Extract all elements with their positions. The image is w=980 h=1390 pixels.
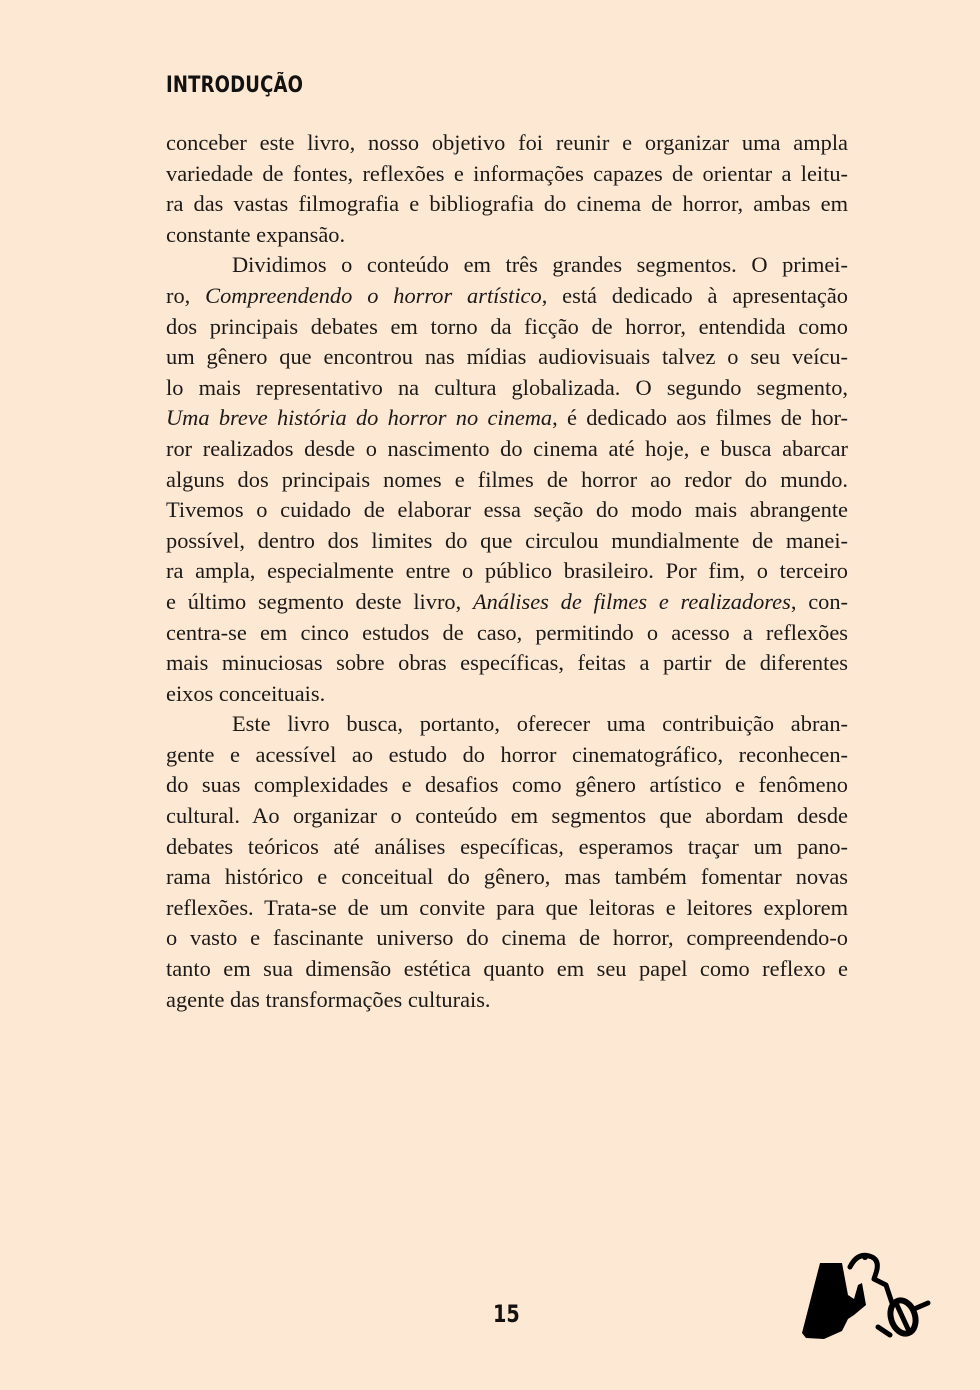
- italic-title: Compreendendo o horror artístico: [205, 282, 542, 308]
- text-line: debates teóricos até análises específicas, esperamos traçar um pano-: [166, 833, 848, 859]
- italic-title: Uma breve história do horror no cinema: [166, 405, 553, 431]
- publisher-logo-icon: [792, 1245, 937, 1345]
- text-line: eixos conceituais.: [166, 680, 326, 706]
- text-line: possível, dentro dos limites do que circulou mundialmente de manei-: [166, 527, 848, 553]
- text-line: ro, Compreendendo o horror artístico, está dedicado à apresentação: [166, 282, 848, 308]
- text-line: agente das transformações culturais.: [166, 986, 491, 1012]
- text-line: Uma breve história do horror no cinema, é dedicado aos filmes de hor-: [166, 405, 848, 431]
- text-line: Tivemos o cuidado de elaborar essa seção do modo mais abrangente: [166, 497, 848, 523]
- body-text: [166, 128, 848, 1015]
- text-line: conceber este livro, nosso objetivo foi reunir e organizar uma ampla: [166, 130, 848, 155]
- text-line: Este livro busca, portanto, oferecer uma contribuição abran-: [232, 711, 848, 737]
- text-line: centra-se em cinco estudos de caso, permitindo o acesso a reflexões: [166, 619, 848, 645]
- text-line: ror realizados desde o nascimento do cinema até hoje, e busca abarcar: [166, 435, 848, 461]
- text-line: do suas complexidades e desafios como gênero artístico e fenômeno: [166, 772, 848, 798]
- text-line: alguns dos principais nomes e filmes de horror ao redor do mundo.: [166, 466, 848, 492]
- italic-title: Análises de filmes e realizadores: [473, 588, 791, 614]
- text-line: rama histórico e conceitual do gênero, mas também fomentar novas: [166, 864, 848, 890]
- text-line: cultural. Ao organizar o conteúdo em segmentos que abordam desde: [166, 803, 848, 829]
- text-line: gente e acessível ao estudo do horror cinematográfico, reconhecen-: [166, 741, 848, 767]
- text-line: o vasto e fascinante universo do cinema de horror, compreendendo-o: [166, 925, 848, 951]
- text-line: e último segmento deste livro, Análises de filmes e realizadores, con-: [166, 588, 848, 614]
- text-line: ra ampla, especialmente entre o público brasileiro. Por fim, o terceiro: [166, 558, 848, 584]
- text-line: constante expansão.: [166, 221, 346, 247]
- text-line: mais minuciosas sobre obras específicas, feitas a partir de diferentes: [166, 650, 848, 676]
- text-line: tanto em sua dimensão estética quanto em seu papel como reflexo e: [166, 956, 848, 982]
- text-line: dos principais debates em torno da ficção de horror, entendida como: [166, 313, 848, 339]
- text-line: reflexões. Trata-se de um convite para que leitoras e leitores explorem: [166, 894, 848, 920]
- page-number: 15: [493, 1300, 520, 1328]
- text-line: Dividimos o conteúdo em três grandes segmentos. O primei-: [232, 252, 848, 278]
- page-header-title: INTRODUÇÃO: [166, 73, 304, 98]
- text-line: ra das vastas filmografia e bibliografia do cinema de horror, ambas em: [166, 191, 848, 217]
- text-line: um gênero que encontrou nas mídias audiovisuais talvez o seu veícu-: [166, 344, 848, 370]
- text-line: variedade de fontes, reflexões e informações capazes de orientar a leitu-: [166, 160, 848, 186]
- text-line: lo mais representativo na cultura globalizada. O segundo segmento,: [166, 374, 848, 400]
